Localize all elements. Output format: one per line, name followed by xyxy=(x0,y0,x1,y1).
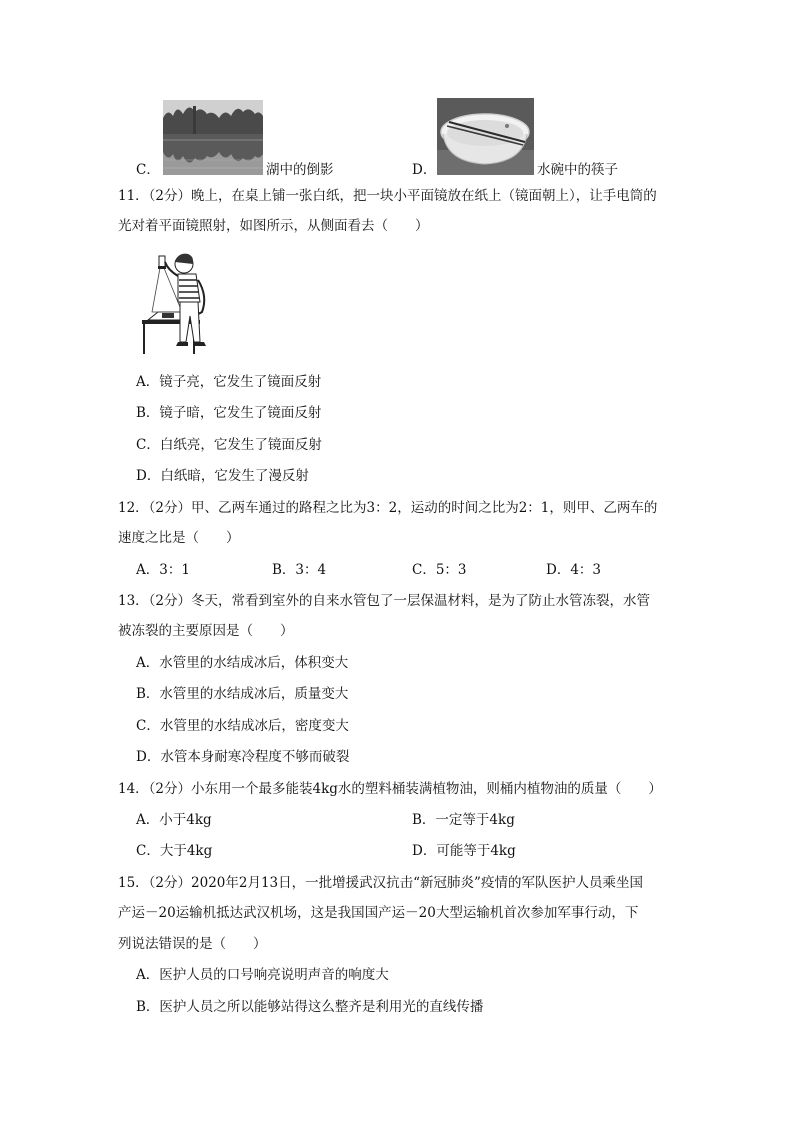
question-12-option-d: D．4：3 xyxy=(546,562,602,578)
question-12-option-c: C．5：3 xyxy=(412,562,467,578)
question-13-option-d: D．水管本身耐寒冷程度不够而破裂 xyxy=(136,749,350,765)
question-12-line-2: 速度之比是（ ） xyxy=(118,530,240,546)
question-11-line-2: 光对着平面镜照射，如图所示，从侧面看去（ ） xyxy=(118,218,429,234)
question-12-option-b: B．3：4 xyxy=(272,562,327,578)
question-11-option-d: D．白纸暗，它发生了漫反射 xyxy=(136,468,309,484)
question-14-option-d: D．可能等于4kg xyxy=(412,843,516,859)
option-d-label: D． xyxy=(412,162,437,178)
question-11-option-a: A．镜子亮，它发生了镜面反射 xyxy=(136,374,322,390)
question-13-line-1: 13．（2分）冬天，常看到室外的自来水管包了一层保温材料，是为了防止水管冻裂，水管 xyxy=(118,593,651,609)
question-11-option-b: B．镜子暗，它发生了镜面反射 xyxy=(136,405,322,421)
question-14-line-1: 14．（2分）小东用一个最多能装4kg水的塑料桶装满植物油，则桶内植物油的质量（ ） xyxy=(118,781,662,797)
question-14-option-b: B．一定等于4kg xyxy=(412,812,515,828)
question-13-option-a: A．水管里的水结成冰后，体积变大 xyxy=(136,655,349,671)
question-13-option-c: C．水管里的水结成冰后，密度变大 xyxy=(136,718,349,734)
chopsticks-bowl-image xyxy=(437,98,534,175)
question-12-line-1: 12．（2分）甲、乙两车通过的路程之比为3：2，运动的时间之比为2：1，则甲、乙两车的 xyxy=(118,500,658,516)
option-c-text: 湖中的倒影 xyxy=(266,162,334,178)
question-15-line-2: 产运－20运输机抵达武汉机场，这是我国国产运－20大型运输机首次参加军事行动，下 xyxy=(118,905,639,921)
question-15-line-1: 15．（2分）2020年2月13日，一批增援武汉抗击“新冠肺炎”疫情的军队医护人员乘坐国 xyxy=(118,875,643,891)
option-d-text: 水碗中的筷子 xyxy=(537,162,618,178)
question-13-line-2: 被冻裂的主要原因是（ ） xyxy=(118,623,294,639)
lake-reflection-image xyxy=(163,100,263,175)
question-15-option-a: A．医护人员的口号响亮说明声音的响度大 xyxy=(136,967,389,983)
flashlight-mirror-illustration xyxy=(138,246,228,358)
question-15-line-3: 列说法错误的是（ ） xyxy=(118,936,267,952)
question-14-option-c: C．大于4kg xyxy=(136,843,213,859)
question-11-line-1: 11．（2分）晚上，在桌上铺一张白纸，把一块小平面镜放在纸上（镜面朝上），让手电筒的 xyxy=(118,188,657,204)
question-11-option-c: C．白纸亮，它发生了镜面反射 xyxy=(136,437,322,453)
option-c-label: C． xyxy=(136,162,160,178)
question-12-option-a: A．3：1 xyxy=(136,562,190,578)
question-14-option-a: A．小于4kg xyxy=(136,812,212,828)
question-15-option-b: B．医护人员之所以能够站得这么整齐是利用光的直线传播 xyxy=(136,999,484,1015)
question-13-option-b: B．水管里的水结成冰后，质量变大 xyxy=(136,686,349,702)
